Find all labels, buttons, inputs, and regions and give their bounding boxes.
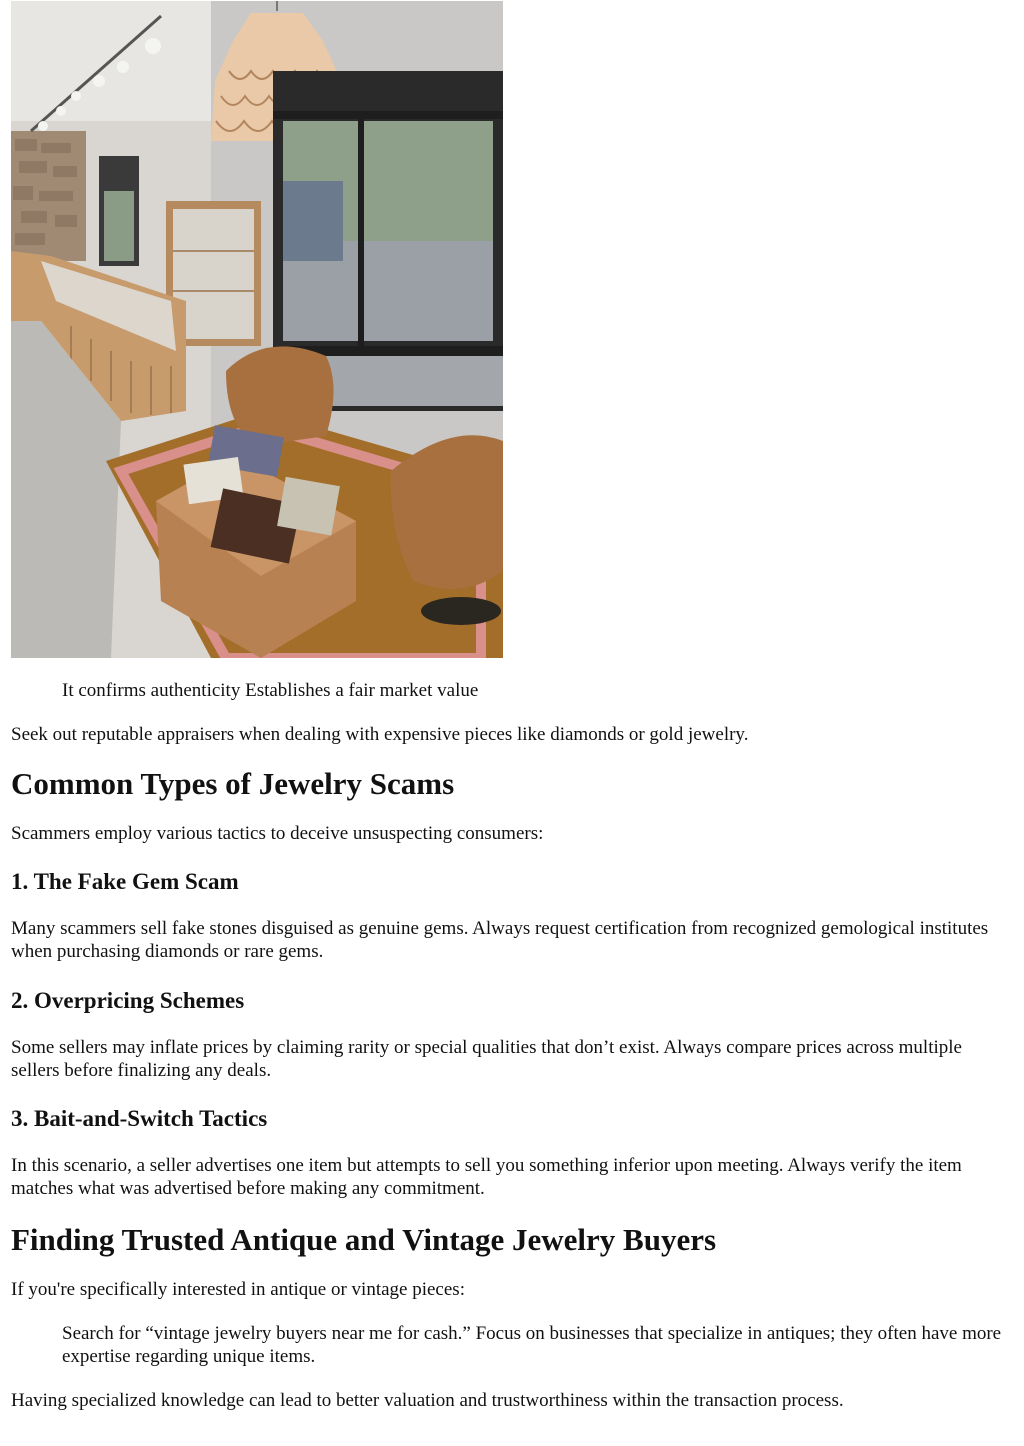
heading-fake-gem: 1. The Fake Gem Scam bbox=[11, 869, 239, 894]
quote-vintage-search: Search for “vintage jewelry buyers near me for cash.” Focus on businesses that specialize in antiques; they often have more expertise regarding unique items. bbox=[62, 1323, 1002, 1367]
heading-finding-buyers: Finding Trusted Antique and Vintage Jewelry Buyers bbox=[11, 1222, 717, 1257]
paragraph-knowledge: Having specialized knowledge can lead to better valuation and trustworthiness within the transaction process. bbox=[11, 1390, 844, 1411]
paragraph-overpricing: Some sellers may inflate prices by claiming rarity or special qualities that don’t exist. Always compare prices across multiple sellers before finalizing any deals. bbox=[11, 1037, 962, 1081]
paragraph-tactics: Scammers employ various tactics to deceive unsuspecting consumers: bbox=[11, 823, 544, 844]
article bbox=[11, 1, 1006, 1412]
quote-authenticity: It confirms authenticity Establishes a fair market value bbox=[62, 680, 479, 701]
heading-overpricing: 2. Overpricing Schemes bbox=[11, 988, 245, 1013]
paragraph-appraisers: Seek out reputable appraisers when dealing with expensive pieces like diamonds or gold jewelry. bbox=[11, 724, 749, 745]
paragraph-interested: If you're specifically interested in antique or vintage pieces: bbox=[11, 1279, 465, 1300]
paragraph-bait-switch: In this scenario, a seller advertises one item but attempts to sell you something inferior upon meeting. Always verify the item matches what was advertised before making any commitment. bbox=[11, 1155, 962, 1199]
heading-common-scams: Common Types of Jewelry Scams bbox=[11, 766, 455, 801]
heading-bait-switch: 3. Bait-and-Switch Tactics bbox=[11, 1106, 268, 1131]
paragraph-fake-gem: Many scammers sell fake stones disguised as genuine gems. Always request certification from recognized gemological institutes when purchasing diamonds or rare gems. bbox=[11, 918, 989, 962]
showroom-photo bbox=[11, 1, 503, 658]
